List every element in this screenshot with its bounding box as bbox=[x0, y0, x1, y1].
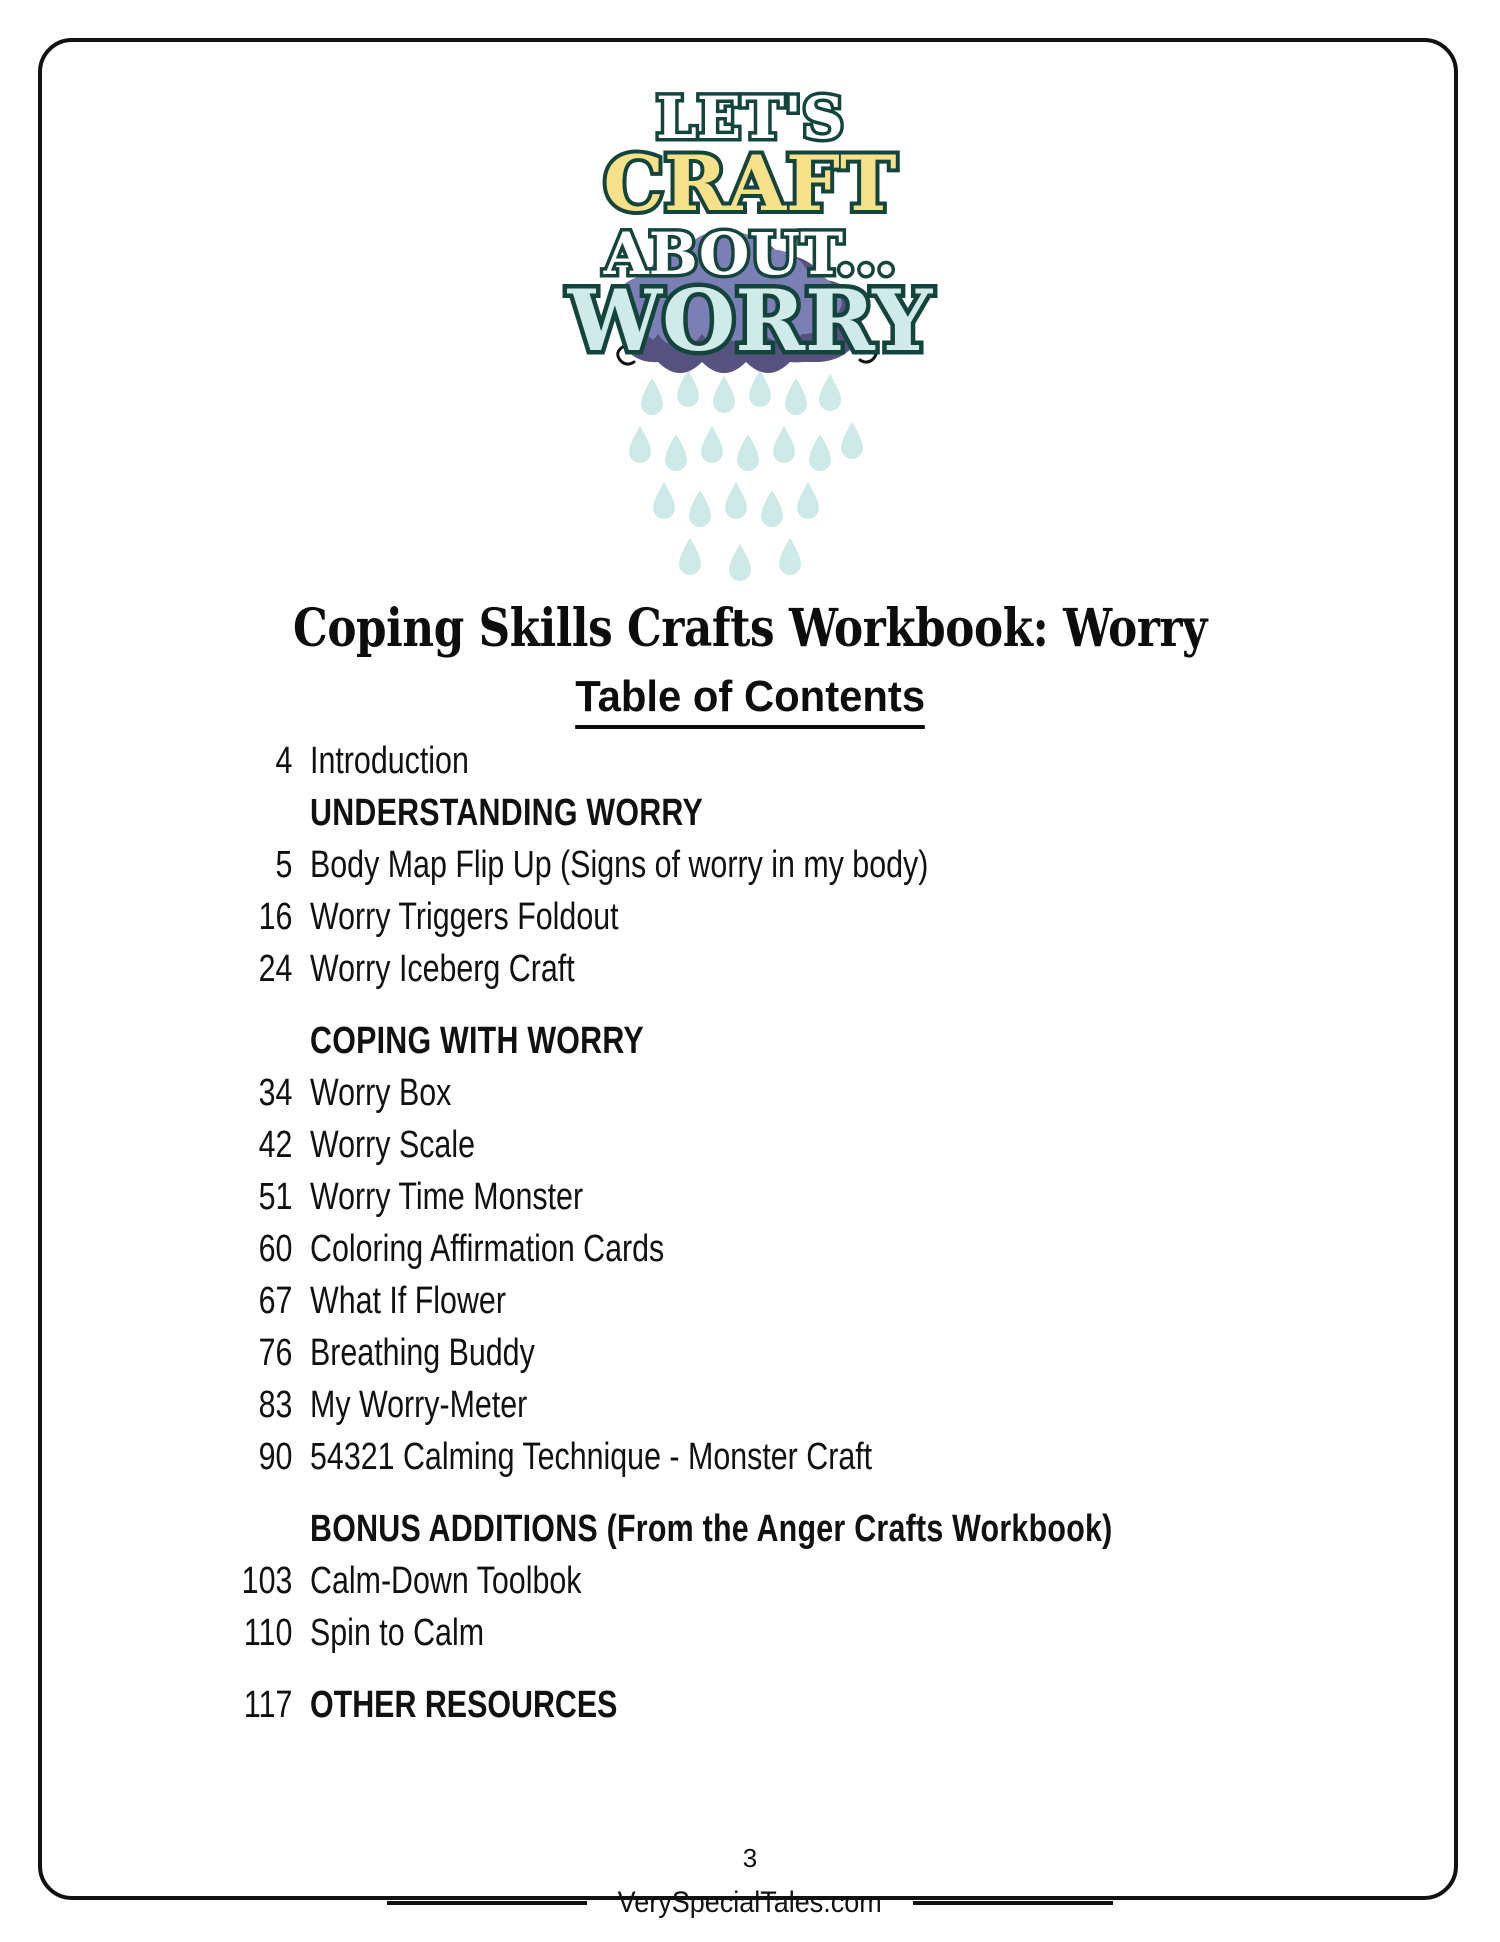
toc-entry[interactable] bbox=[0, 1124, 1500, 1176]
toc-entry-page-number: 16 bbox=[258, 896, 293, 938]
toc-entry-label: Breathing Buddy bbox=[310, 1332, 535, 1374]
page-title: Coping Skills Crafts Workbook: Worry bbox=[293, 598, 1207, 659]
toc-entry-label: Coloring Affirmation Cards bbox=[310, 1228, 665, 1270]
toc-entry[interactable] bbox=[0, 1384, 1500, 1436]
toc-entry-page-number: 76 bbox=[258, 1332, 293, 1374]
toc-entry[interactable] bbox=[0, 896, 1500, 948]
page-footer bbox=[0, 1886, 1500, 1920]
toc-entry-label: What If Flower bbox=[310, 1280, 506, 1322]
toc-entry[interactable] bbox=[0, 844, 1500, 896]
toc-entry-label: Body Map Flip Up (Signs of worry in my body) bbox=[310, 844, 929, 886]
logo-line-about: ABOUT... bbox=[603, 220, 897, 288]
workbook-logo bbox=[0, 78, 1500, 598]
toc-entry-page-number: 67 bbox=[258, 1280, 293, 1322]
toc-entry[interactable] bbox=[0, 1072, 1500, 1124]
toc-entry-label: Worry Scale bbox=[310, 1124, 475, 1166]
logo-line-lets: LET'S bbox=[656, 84, 844, 152]
toc-section-label: BONUS ADDITIONS (From the Anger Crafts Workbook) bbox=[310, 1508, 1113, 1550]
toc-entry[interactable] bbox=[0, 740, 1500, 792]
footer-rule-right bbox=[913, 1901, 1113, 1905]
toc-section-label: UNDERSTANDING WORRY bbox=[310, 792, 703, 834]
toc-entry-page-number: 90 bbox=[258, 1436, 293, 1478]
footer-rule-left bbox=[387, 1901, 587, 1905]
logo-line-craft: CRAFT bbox=[603, 139, 897, 228]
toc-entry-label: Worry Time Monster bbox=[310, 1176, 584, 1218]
toc-heading-text: Table of Contents bbox=[575, 672, 925, 729]
toc-entry-page-number: 110 bbox=[243, 1612, 293, 1654]
toc-entry-page-number: 103 bbox=[241, 1560, 293, 1602]
toc-entry[interactable] bbox=[0, 1436, 1500, 1488]
toc-entry[interactable] bbox=[0, 1684, 1500, 1736]
toc-section-header bbox=[0, 1020, 1500, 1072]
toc-entry-label: Worry Iceberg Craft bbox=[310, 948, 575, 990]
toc-entry-page-number: 60 bbox=[258, 1228, 293, 1270]
toc-entry-page-number: 51 bbox=[258, 1176, 293, 1218]
table-of-contents-list bbox=[0, 740, 1500, 1736]
table-of-contents-heading bbox=[0, 672, 1500, 729]
toc-section-header bbox=[0, 1508, 1500, 1560]
toc-entry-page-number: 117 bbox=[243, 1684, 293, 1726]
toc-entry-page-number: 24 bbox=[258, 948, 293, 990]
page-number: 3 bbox=[742, 1843, 758, 1873]
toc-entry-label: 54321 Calming Technique - Monster Craft bbox=[310, 1436, 873, 1478]
toc-entry[interactable] bbox=[0, 1560, 1500, 1612]
toc-entry-label: OTHER RESOURCES bbox=[310, 1684, 618, 1726]
toc-entry[interactable] bbox=[0, 948, 1500, 1000]
raindrops-icon bbox=[629, 370, 863, 581]
toc-section-header bbox=[0, 792, 1500, 844]
toc-entry[interactable] bbox=[0, 1176, 1500, 1228]
toc-entry-page-number: 4 bbox=[275, 740, 293, 782]
toc-entry-page-number: 5 bbox=[275, 844, 293, 886]
toc-entry-page-number: 42 bbox=[258, 1124, 293, 1166]
toc-entry-label: Worry Triggers Foldout bbox=[310, 896, 619, 938]
toc-entry-label: Worry Box bbox=[310, 1072, 452, 1114]
logo-artwork bbox=[540, 78, 960, 598]
toc-entry-label: My Worry-Meter bbox=[310, 1384, 528, 1426]
toc-entry-page-number: 34 bbox=[258, 1072, 293, 1114]
footer-site-label: VerySpecialTales.com bbox=[617, 1886, 883, 1919]
toc-entry[interactable] bbox=[0, 1612, 1500, 1664]
toc-section-label: COPING WITH WORRY bbox=[310, 1020, 644, 1062]
toc-entry-label: Introduction bbox=[310, 740, 469, 782]
toc-entry[interactable] bbox=[0, 1228, 1500, 1280]
toc-entry-page-number: 83 bbox=[258, 1384, 293, 1426]
toc-entry[interactable] bbox=[0, 1280, 1500, 1332]
toc-entry-label: Calm-Down Toolbok bbox=[310, 1560, 582, 1602]
logo-line-worry: WORRY bbox=[567, 271, 933, 370]
toc-entry-label: Spin to Calm bbox=[310, 1612, 485, 1654]
toc-entry[interactable] bbox=[0, 1332, 1500, 1384]
